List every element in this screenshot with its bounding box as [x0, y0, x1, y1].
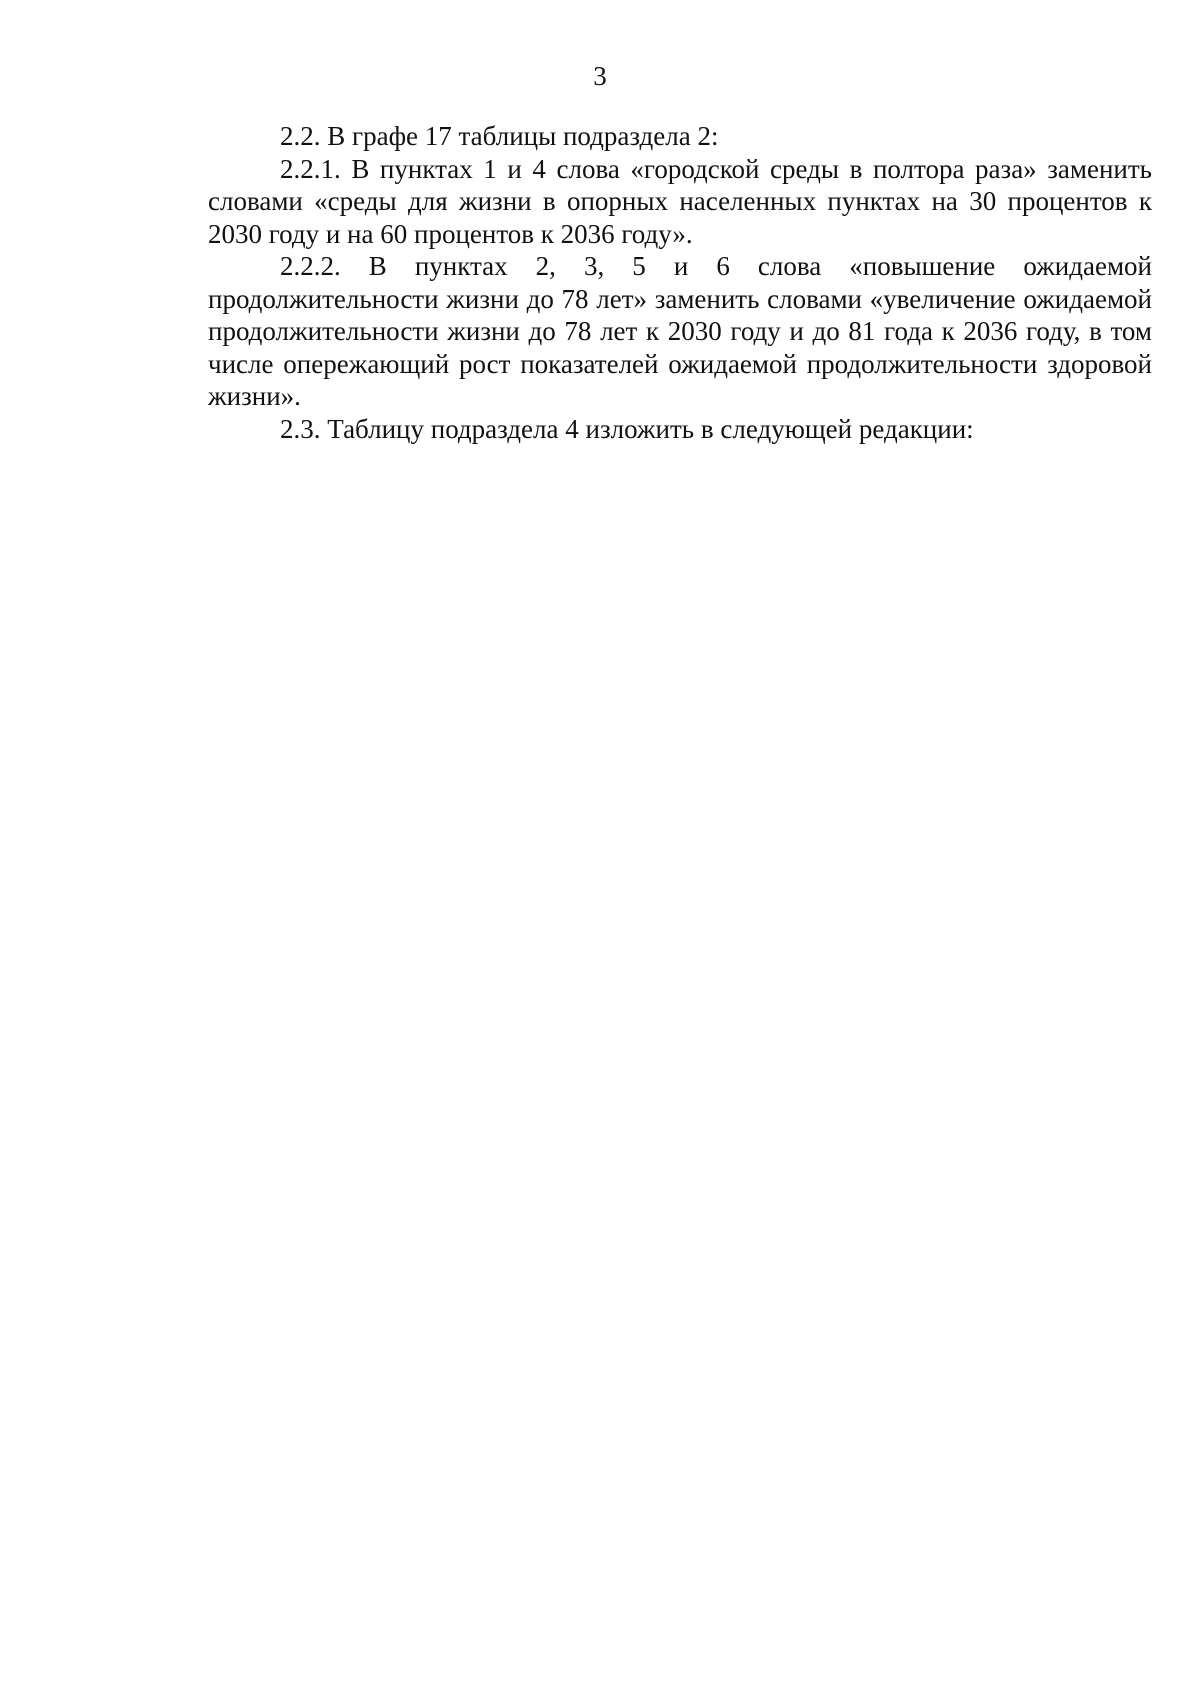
paragraph-2-3: 2.3. Таблицу подраздела 4 изложить в следующей редакции:	[280, 413, 974, 444]
paragraph-2-2-1: 2.2.1. В пунктах 1 и 4 слова «городской среды в полтора раза» заменить словами «среды для жизни в опорных населенных пунктах на 30 процентов к 2030 году и на 60 процентов к 2036 году».	[208, 153, 1152, 249]
page-number: 3	[593, 61, 607, 91]
document-body	[208, 120, 1152, 445]
paragraph-2-2: 2.2. В графе 17 таблицы подраздела 2:	[280, 121, 719, 151]
paragraph-2-2-2: 2.2.2. В пунктах 2, 3, 5 и 6 слова «повышение ожидаемой продолжительности жизни до 78 лет» заменить словами «увеличение ожидаемой продолжительности жизни до 78 лет к 2030 году и до 81 года к 2036 году, в том числе опережающий рост показателей ожидаемой продолжительности здоровой жизни».	[208, 251, 1152, 411]
